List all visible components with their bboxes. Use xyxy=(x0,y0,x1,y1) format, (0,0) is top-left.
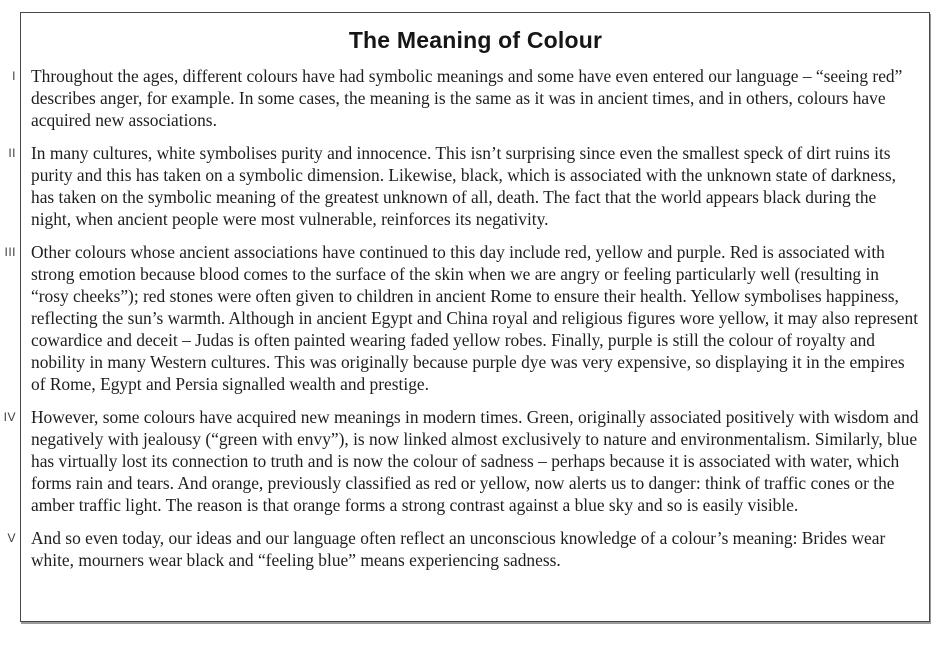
paragraph-4 xyxy=(3,406,920,516)
paragraph-2 xyxy=(8,142,920,230)
paragraph-text: Other colours whose ancient associations have continued to this day include red, yellow and purple. Red is associated with strong emotion because blood comes to the surface of the skin when we are angry or feeling particularly well (resulting in “rosy cheeks”); red stones were often given to children in ancient Rome to ensure their health. Yellow symbolises happiness, reflecting the sun’s warmth. Although in ancient Egypt and China royal and religious figures wore yellow, it may also represent cowardice and deceit – Judas is often painted wearing faded yellow robes. Finally, purple is still the colour of royalty and nobility in many Western cultures. This was originally because purple dye was very expensive, so displaying it in the empires of Rome, Egypt and Persia signalled wealth and prestige. xyxy=(31,242,919,394)
document-frame xyxy=(3,12,930,622)
paragraph-numeral: IV xyxy=(3,410,16,424)
paragraph-text: Throughout the ages, different colours have had symbolic meanings and some have even entered our language – “seeing red” describes anger, for example. In some cases, the meaning is the same as it was in ancient times, and in others, colours have acquired new associations. xyxy=(31,66,903,130)
paragraph-5 xyxy=(7,527,920,571)
paragraph-numeral: III xyxy=(4,245,16,259)
paragraph-text: And so even today, our ideas and our language often reflect an unconscious knowledge of a colour’s meaning: Brides wear white, mourners wear black and “feeling blue” means experiencing sadness. xyxy=(31,528,886,570)
document-title: The Meaning of Colour xyxy=(348,27,603,53)
paragraph-numeral: II xyxy=(8,146,16,160)
paragraph-3 xyxy=(4,241,920,395)
paragraph-numeral: V xyxy=(7,531,16,545)
paragraph-1 xyxy=(12,65,920,131)
paragraph-text: In many cultures, white symbolises purity and innocence. This isn’t surprising since even the smallest speck of dirt ruins its purity and this has taken on a symbolic dimension. Likewise, black, which is associated with the unknown state of darkness, has taken on the symbolic meaning of the greatest unknown of all, death. The fact that the world appears black during the night, when ancient people were most vulnerable, reinforces its negativity. xyxy=(31,143,897,229)
paragraph-text: However, some colours have acquired new meanings in modern times. Green, originally associated positively with wisdom and negatively with jealousy (“green with envy”), is now linked almost exclusively to nature and environmentalism. Similarly, blue has virtually lost its connection to truth and is now the colour of sadness – perhaps because it is associated with water, which forms rain and tears. And orange, previously classified as red or yellow, now alerts us to danger: think of traffic cones or the amber traffic light. The reason is that orange forms a strong contrast against a blue sky and so is easily visible. xyxy=(31,407,919,515)
paragraph-numeral: I xyxy=(12,69,16,83)
